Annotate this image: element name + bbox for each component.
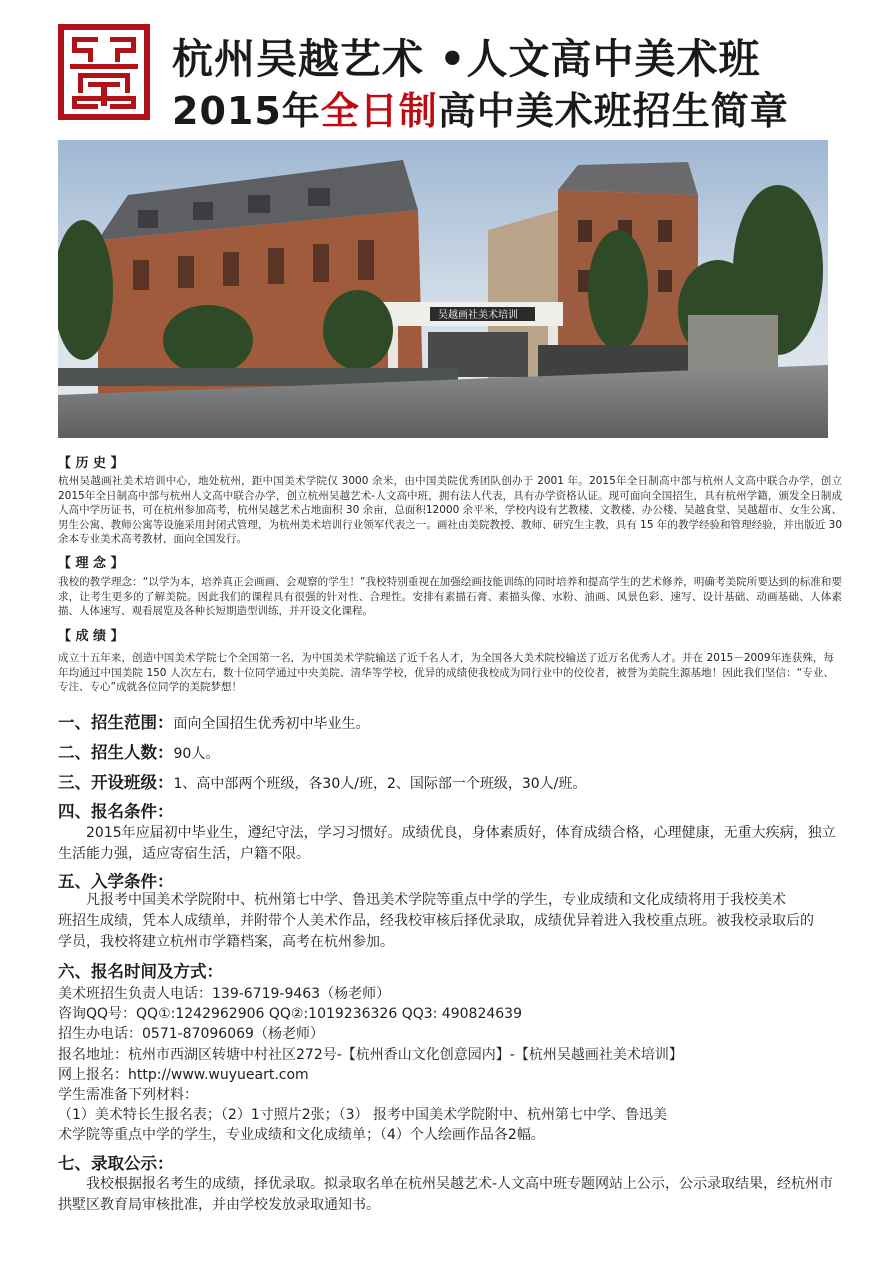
scope-value: 面向全国招生优秀初中毕业生。 <box>173 716 370 732</box>
page-title: 杭州吴越艺术 •人文高中美术班 <box>172 35 761 83</box>
philosophy-text: 我校的教学理念：“以学为本，培养真正会画画、会观察的学生！”我校特别重视在加强绘画技能训练的同时培养和提高学生的艺术修养，明确考美院所要达到的标准和要求，让考生更多的了解美院。因此我们的课程具有很强的针对性、合理性。安排有素描石膏、素描头像、水粉、油画、风景色彩、速写、设计基础、动画基础、人体素描、人体速写、观看展览及各种长短期造型训练，并开设文化课程。 <box>58 576 842 617</box>
entry-line-3: 学员，我校将建立杭州市学籍档案，高考在杭州参加。 <box>58 934 394 950</box>
campus-photo <box>58 140 828 438</box>
school-logo-icon <box>58 24 150 120</box>
classes-label: 三、开设班级： <box>58 773 174 792</box>
signup-list <box>58 984 838 1146</box>
entry-text <box>58 890 838 953</box>
conditions-label: 四、报名条件： <box>58 802 174 821</box>
section-entry <box>58 868 174 892</box>
subtitle-year: 2015年 <box>172 89 321 133</box>
signup-office-phone: 招生办电话：0571-87096069（杨老师） <box>58 1026 324 1043</box>
section-admission <box>58 1150 174 1174</box>
count-label: 二、招生人数： <box>58 743 174 762</box>
gate-sign: 吴越画社美术培训 <box>438 310 518 321</box>
history-heading: 【 历 史 】 <box>58 456 124 471</box>
signup-label: 六、报名时间及方式： <box>58 962 223 981</box>
signup-address: 报名地址：杭州市西湖区转塘中村社区272号-【杭州香山文化创意园内】-【杭州吴越画社美术培训】 <box>58 1046 683 1063</box>
achievement-text: 成立十五年来，创造中国美术学院七个全国第一名，为中国美术学院输送了近千名人才，为全国各大美术院校输送了近万名优秀人才。并在 2015－2009年连获殊，每年均通过中国美院 150 人次左右，数十位同学通过中央美院、清华等学校，优异的成绩使我校成为同行业中的佼佼者，被誉为美院生源基地！因此我们坚信：“专业、专注、专心”成就各位同学的美院梦想！ <box>58 652 834 693</box>
subtitle-highlight: 全日制 <box>320 89 438 133</box>
signup-phone: 美术班招生负责人电话：139-6719-9463（杨老师） <box>58 986 391 1002</box>
subtitle-rest: 高中美术班招生简章 <box>437 89 789 133</box>
section-signup <box>58 958 223 982</box>
achievement-heading: 【 成 绩 】 <box>58 629 124 644</box>
scope-label: 一、招生范围： <box>58 713 174 732</box>
section-classes <box>58 769 586 793</box>
section-count <box>58 739 219 763</box>
history-text: 杭州吴越画社美术培训中心，地处杭州，距中国美术学院仅 3000 余米，由中国美院优秀团队创办于 2001 年。2015年全日制高中部与杭州人文高中联合办学，创立2015年全日制高中部与杭州人文高中联合办学，创立杭州吴越艺术-人文高中班，拥有法人代表，具有办学资格认证。现可面向全国招生，具有杭州学籍，颁发全日制成人高中学历证书，可在杭州参加高考，杭州吴越艺术占地面积 30 余亩，总面积12000 余平米，学校内设有艺教楼、文教楼、办公楼、吴越食堂、吴越超市、女生公寓、男生公寓、教师公寓等设施采用封闭式管理，为杭州美术培训行业领军代表之一。画社由美院教授、教师、研究生主教，具有 15 年的教学经验和管理经验，并出版近 30 余本专业美术高考教材，面向全国发行。 <box>58 475 842 545</box>
signup-online-link[interactable]: 网上报名：http://www.wuyueart.com <box>58 1066 309 1083</box>
signup-materials-heading: 学生需准备下列材料： <box>58 1087 198 1104</box>
entry-label: 五、入学条件： <box>58 872 174 891</box>
conditions-text: 2015年应届初中毕业生，遵纪守法，学习习惯好。成绩优良，身体素质好，体育成绩合格，心理健康，无重大疾病，独立生活能力强，适应寄宿生活，户籍不限。 <box>58 825 836 862</box>
admission-label: 七、录取公示： <box>58 1154 174 1173</box>
section-conditions <box>58 798 174 822</box>
entry-line-1: 凡报考中国美术学院附中、杭州第七中学、鲁迅美术学院等重点中学的学生，专业成绩和文化成绩将用于我校美术 <box>86 892 786 908</box>
entry-line-2: 班招生成绩，凭本人成绩单，并附带个人美术作品，经我校审核后择优录取，成绩优异着进入我校重点班。被我校录取后的 <box>58 913 814 929</box>
section-scope <box>58 709 370 733</box>
page-subtitle <box>172 80 789 135</box>
classes-value: 1、高中部两个班级，各30人/班，2、国际部一个班级，30人/班。 <box>173 776 587 792</box>
admission-text: 我校根据报名考生的成绩，择优录取。拟录取名单在杭州吴越艺术-人文高中班专题网站上公示，公示录取结果，经杭州市拱墅区教育局审核批准，并由学校发放录取通知书。 <box>58 1176 834 1213</box>
signup-qq: 咨询QQ号：QQ①:1242962906 QQ②:1019236326 QQ3: 490824639 <box>58 1006 522 1023</box>
signup-materials-1: （1）美术特长生报名表；（2）1寸照片2张；（3） 报考中国美术学院附中、杭州第七中学、鲁迅美 <box>58 1107 667 1124</box>
count-value: 90人。 <box>173 746 220 762</box>
signup-materials-2: 术学院等重点中学的学生，专业成绩和文化成绩单；（4）个人绘画作品各2幅。 <box>58 1127 545 1144</box>
philosophy-heading: 【 理 念 】 <box>58 556 124 571</box>
